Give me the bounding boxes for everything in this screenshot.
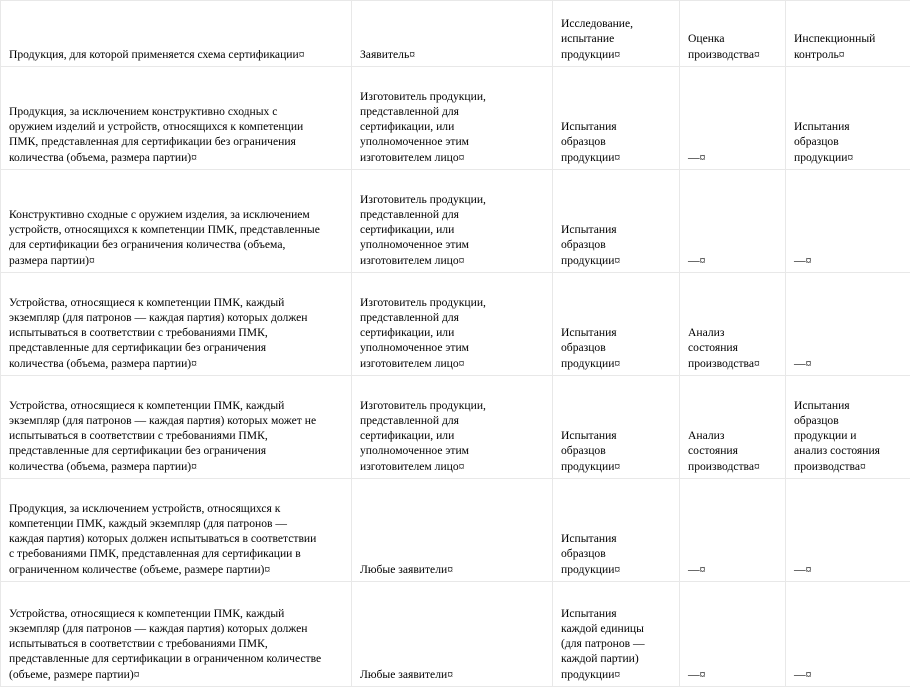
cell-applicant: Изготовитель продукции, представленной для сертификации, или уполномоченное этим изготовителем лицо¤ bbox=[352, 170, 553, 273]
table-row bbox=[1, 170, 910, 273]
cell-applicant: Любые заявители¤ bbox=[352, 479, 553, 582]
cell-products: Продукция, за исключением конструктивно сходных с оружием изделий и устройств, относящихся к компетенции ПМК, представленная для сертификации без ограничения количества (объема, размера партии)¤ bbox=[1, 67, 352, 170]
table-header-row bbox=[1, 1, 910, 67]
cell-testing: Испытания образцов продукции¤ bbox=[553, 479, 680, 582]
cell-inspection-control: —¤ bbox=[786, 582, 910, 687]
cell-inspection-control: Испытания образцов продукции и анализ состояния производства¤ bbox=[786, 376, 910, 479]
table-row bbox=[1, 67, 910, 170]
cell-products: Устройства, относящиеся к компетенции ПМК, каждый экземпляр (для патронов — каждая партия) которых может не испытываться в соответствии с требованиями ПМК, представленные для сертификации без ограничения количества (объема, размера партии)¤ bbox=[1, 376, 352, 479]
cell-applicant: Изготовитель продукции, представленной для сертификации, или уполномоченное этим изготовителем лицо¤ bbox=[352, 273, 553, 376]
table-row bbox=[1, 582, 910, 687]
cell-products: Продукция, за исключением устройств, относящихся к компетенции ПМК, каждый экземпляр (для патронов — каждая партия) которых должен испытываться в соответствии с требованиями ПМК, представленная для сертификации в ограниченном количестве (объеме, размере партии)¤ bbox=[1, 479, 352, 582]
header-production-assessment: Оценка производства¤ bbox=[680, 1, 786, 67]
cell-inspection-control: —¤ bbox=[786, 170, 910, 273]
table-row bbox=[1, 376, 910, 479]
table-row bbox=[1, 273, 910, 376]
cell-testing: Испытания образцов продукции¤ bbox=[553, 376, 680, 479]
cell-testing: Испытания образцов продукции¤ bbox=[553, 67, 680, 170]
cell-products: Устройства, относящиеся к компетенции ПМК, каждый экземпляр (для патронов — каждая партия) которых должен испытываться в соответствии с требованиями ПМК, представленные для сертификации в ограниченном количестве (объеме, размере партии)¤ bbox=[1, 582, 352, 687]
cell-production-assessment: Анализ состояния производства¤ bbox=[680, 376, 786, 479]
cell-applicant: Изготовитель продукции, представленной для сертификации, или уполномоченное этим изготовителем лицо¤ bbox=[352, 376, 553, 479]
cell-inspection-control: —¤ bbox=[786, 273, 910, 376]
cell-production-assessment: —¤ bbox=[680, 479, 786, 582]
header-products: Продукция, для которой применяется схема сертификации¤ bbox=[1, 1, 352, 67]
cell-testing: Испытания образцов продукции¤ bbox=[553, 170, 680, 273]
cell-testing: Испытания каждой единицы (для патронов — каждой партии) продукции¤ bbox=[553, 582, 680, 687]
cell-testing: Испытания образцов продукции¤ bbox=[553, 273, 680, 376]
cell-production-assessment: —¤ bbox=[680, 67, 786, 170]
cell-products: Устройства, относящиеся к компетенции ПМК, каждый экземпляр (для патронов — каждая партия) которых должен испытываться в соответствии с требованиями ПМК, представленные для сертификации без ограничения количества (объема, размера партии)¤ bbox=[1, 273, 352, 376]
cell-products: Конструктивно сходные с оружием изделия, за исключением устройств, относящихся к компетенции ПМК, представленные для сертификации без ограничения количества (объема, размера партии)¤ bbox=[1, 170, 352, 273]
cell-inspection-control: —¤ bbox=[786, 479, 910, 582]
cell-production-assessment: —¤ bbox=[680, 170, 786, 273]
cell-inspection-control: Испытания образцов продукции¤ bbox=[786, 67, 910, 170]
cell-applicant: Любые заявители¤ bbox=[352, 582, 553, 687]
cell-production-assessment: —¤ bbox=[680, 582, 786, 687]
table-row bbox=[1, 479, 910, 582]
cell-applicant: Изготовитель продукции, представленной для сертификации, или уполномоченное этим изготовителем лицо¤ bbox=[352, 67, 553, 170]
header-inspection-control: Инспекционный контроль¤ bbox=[786, 1, 910, 67]
header-applicant: Заявитель¤ bbox=[352, 1, 553, 67]
cell-production-assessment: Анализ состояния производства¤ bbox=[680, 273, 786, 376]
header-testing: Исследование, испытание продукции¤ bbox=[553, 1, 680, 67]
